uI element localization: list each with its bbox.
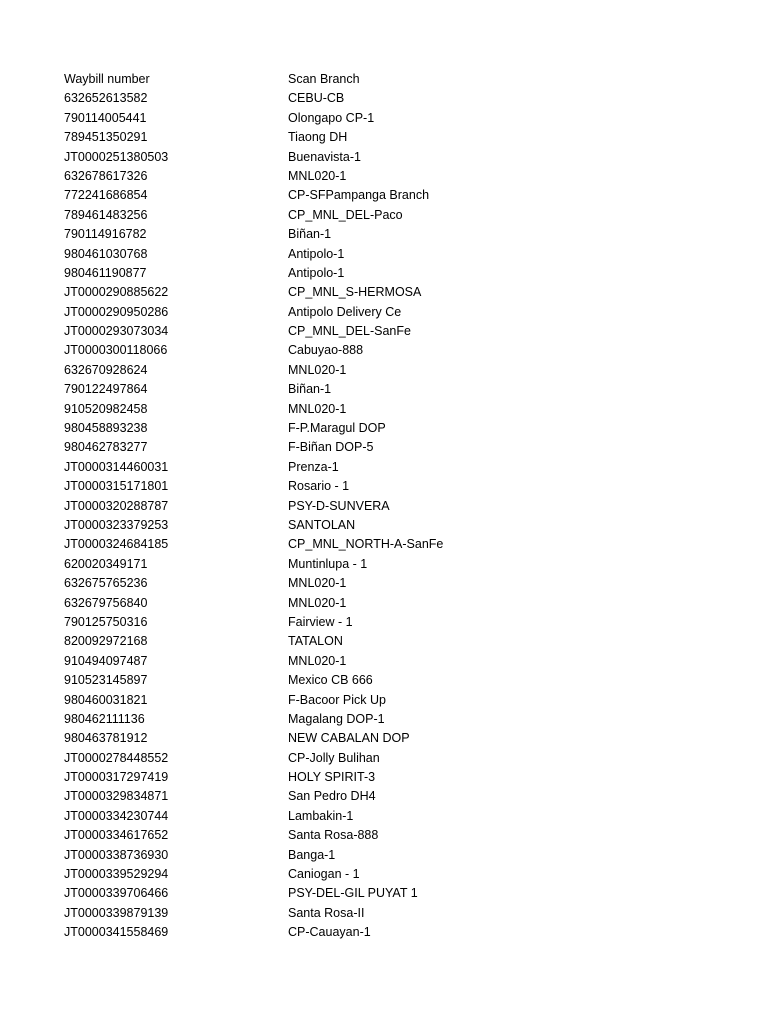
header-waybill-number: Waybill number <box>64 72 150 86</box>
scan-branch-cell: MNL020-1 <box>288 168 347 183</box>
table-row <box>64 400 744 419</box>
waybill-number-cell: 910494097487 <box>64 653 148 668</box>
waybill-number-cell: 632652613582 <box>64 91 148 106</box>
table-header-row <box>64 70 744 89</box>
waybill-number-cell: JT0000317297419 <box>64 770 169 785</box>
waybill-number-cell: 789461483256 <box>64 207 148 222</box>
scan-branch-cell: TATALON <box>288 634 343 649</box>
scan-branch-cell: F-Biñan DOP-5 <box>288 440 374 455</box>
waybill-number-cell: 632678617326 <box>64 168 148 183</box>
scan-branch-cell: CP-SFPampanga Branch <box>288 188 430 203</box>
scan-branch-cell: CP-Jolly Bulihan <box>288 750 380 765</box>
table-row <box>64 380 744 399</box>
table-row <box>64 555 744 574</box>
table-row <box>64 691 744 710</box>
scan-branch-cell: CEBU-CB <box>288 91 345 106</box>
scan-branch-cell: MNL020-1 <box>288 653 347 668</box>
waybill-table <box>64 70 744 943</box>
scan-branch-cell: Banga-1 <box>288 847 336 862</box>
scan-branch-cell: MNL020-1 <box>288 401 347 416</box>
waybill-number-cell: JT0000339879139 <box>64 905 169 920</box>
scan-branch-cell: Buenavista-1 <box>288 149 361 164</box>
scan-branch-cell: Antipolo Delivery Ce <box>288 304 402 319</box>
scan-branch-cell: PSY-D-SUNVERA <box>288 498 390 513</box>
waybill-number-cell: 632679756840 <box>64 595 148 610</box>
scan-branch-cell: San Pedro DH4 <box>288 789 376 804</box>
scan-branch-cell: CP_MNL_DEL-SanFe <box>288 324 411 339</box>
waybill-number-cell: JT0000339706466 <box>64 886 169 901</box>
table-row <box>64 225 744 244</box>
table-row <box>64 438 744 457</box>
header-scan-branch: Scan Branch <box>288 72 360 86</box>
table-row <box>64 671 744 690</box>
scan-branch-cell: Biñan-1 <box>288 382 332 397</box>
scan-branch-cell: Biñan-1 <box>288 227 332 242</box>
waybill-number-cell: 980460031821 <box>64 692 148 707</box>
table-row <box>64 206 744 225</box>
table-row <box>64 923 744 942</box>
scan-branch-cell: Fairview - 1 <box>288 614 353 629</box>
table-row <box>64 846 744 865</box>
table-row <box>64 419 744 438</box>
table-row <box>64 787 744 806</box>
table-row <box>64 729 744 748</box>
waybill-number-cell: JT0000334617652 <box>64 828 169 843</box>
scan-branch-cell: MNL020-1 <box>288 595 347 610</box>
waybill-number-cell: 980458893238 <box>64 421 148 436</box>
table-row <box>64 283 744 302</box>
table-row <box>64 128 744 147</box>
table-row <box>64 497 744 516</box>
waybill-number-cell: JT0000290950286 <box>64 304 169 319</box>
waybill-number-cell: JT0000339529294 <box>64 867 169 882</box>
table-row <box>64 167 744 186</box>
waybill-number-cell: 790122497864 <box>64 382 148 397</box>
scan-branch-cell: HOLY SPIRIT-3 <box>288 770 376 785</box>
waybill-number-cell: 910520982458 <box>64 401 148 416</box>
table-row <box>64 303 744 322</box>
table-row <box>64 574 744 593</box>
scan-branch-cell: Prenza-1 <box>288 459 339 474</box>
waybill-number-cell: 980461190877 <box>64 265 147 280</box>
scan-branch-cell: Antipolo-1 <box>288 246 345 261</box>
scan-branch-cell: Muntinlupa - 1 <box>288 556 368 571</box>
scan-branch-cell: CP_MNL_NORTH-A-SanFe <box>288 537 444 552</box>
waybill-number-cell: 772241686854 <box>64 188 148 203</box>
table-row <box>64 245 744 264</box>
table-row <box>64 632 744 651</box>
waybill-number-cell: 790125750316 <box>64 614 148 629</box>
table-row <box>64 322 744 341</box>
waybill-number-cell: JT0000324684185 <box>64 537 169 552</box>
table-row <box>64 535 744 554</box>
scan-branch-cell: Santa Rosa-888 <box>288 828 379 843</box>
table-row <box>64 807 744 826</box>
waybill-number-cell: 620020349171 <box>64 556 148 571</box>
table-row <box>64 186 744 205</box>
scan-branch-cell: CP_MNL_DEL-Paco <box>288 207 403 222</box>
table-row <box>64 341 744 360</box>
waybill-number-cell: JT0000334230744 <box>64 808 169 823</box>
table-row <box>64 477 744 496</box>
scan-branch-cell: Mexico CB 666 <box>288 673 373 688</box>
scan-branch-cell: NEW CABALAN DOP <box>288 731 410 746</box>
scan-branch-cell: Cabuyao-888 <box>288 343 364 358</box>
table-row <box>64 361 744 380</box>
table-row <box>64 904 744 923</box>
waybill-number-cell: 790114005441 <box>64 110 147 125</box>
table-row <box>64 613 744 632</box>
table-row <box>64 865 744 884</box>
scan-branch-cell: Olongapo CP-1 <box>288 110 375 125</box>
waybill-number-cell: 820092972168 <box>64 634 148 649</box>
table-row <box>64 594 744 613</box>
scan-branch-cell: MNL020-1 <box>288 362 347 377</box>
waybill-number-cell: 980463781912 <box>64 731 148 746</box>
table-row <box>64 89 744 108</box>
waybill-number-cell: JT0000290885622 <box>64 285 169 300</box>
waybill-number-cell: 790114916782 <box>64 227 147 242</box>
waybill-number-cell: JT0000278448552 <box>64 750 169 765</box>
scan-branch-cell: Caniogan - 1 <box>288 867 360 882</box>
waybill-number-cell: 980462111136 <box>64 711 145 726</box>
waybill-number-cell: JT0000315171801 <box>64 479 169 494</box>
scan-branch-cell: MNL020-1 <box>288 576 347 591</box>
waybill-number-cell: JT0000320288787 <box>64 498 169 513</box>
waybill-number-cell: JT0000251380503 <box>64 149 169 164</box>
waybill-number-cell: JT0000314460031 <box>64 459 169 474</box>
table-row <box>64 652 744 671</box>
table-row <box>64 109 744 128</box>
scan-branch-cell: Magalang DOP-1 <box>288 711 385 726</box>
waybill-number-cell: 980461030768 <box>64 246 148 261</box>
waybill-number-cell: 632675765236 <box>64 576 148 591</box>
scan-branch-cell: F-Bacoor Pick Up <box>288 692 386 707</box>
waybill-number-cell: 910523145897 <box>64 673 148 688</box>
scan-branch-cell: SANTOLAN <box>288 517 356 532</box>
table-row <box>64 264 744 283</box>
table-row <box>64 458 744 477</box>
scan-branch-cell: CP-Cauayan-1 <box>288 925 371 940</box>
scan-branch-cell: Lambakin-1 <box>288 808 354 823</box>
table-row <box>64 710 744 729</box>
waybill-number-cell: 789451350291 <box>64 130 148 145</box>
scan-branch-cell: Rosario - 1 <box>288 479 350 494</box>
table-row <box>64 884 744 903</box>
scan-branch-cell: Antipolo-1 <box>288 265 345 280</box>
table-row <box>64 749 744 768</box>
table-row <box>64 826 744 845</box>
waybill-number-cell: JT0000300118066 <box>64 343 168 358</box>
waybill-number-cell: 980462783277 <box>64 440 148 455</box>
scan-branch-cell: CP_MNL_S-HERMOSA <box>288 285 422 300</box>
scan-branch-cell: F-P.Maragul DOP <box>288 421 386 436</box>
table-row <box>64 768 744 787</box>
scan-branch-cell: Tiaong DH <box>288 130 348 145</box>
scan-branch-cell: PSY-DEL-GIL PUYAT 1 <box>288 886 418 901</box>
waybill-number-cell: 632670928624 <box>64 362 148 377</box>
waybill-number-cell: JT0000323379253 <box>64 517 169 532</box>
table-body <box>64 89 744 942</box>
waybill-number-cell: JT0000293073034 <box>64 324 169 339</box>
table-row <box>64 148 744 167</box>
scan-branch-cell: Santa Rosa-II <box>288 905 365 920</box>
table-row <box>64 516 744 535</box>
waybill-number-cell: JT0000338736930 <box>64 847 169 862</box>
waybill-number-cell: JT0000329834871 <box>64 789 169 804</box>
waybill-number-cell: JT0000341558469 <box>64 925 169 940</box>
